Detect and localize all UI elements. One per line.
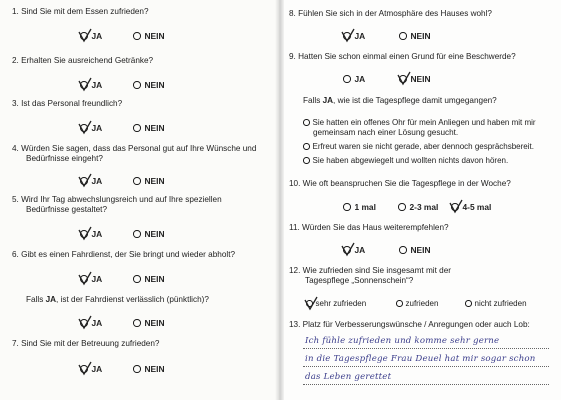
q9-ja-option[interactable]: JA <box>343 74 365 84</box>
question-7: 7. Sind Sie mit der Betreuung zufrieden? <box>12 339 160 348</box>
q4-nein-option[interactable]: NEIN <box>133 176 165 186</box>
question-11: 11. Würden Sie das Haus weiterempfehlen? <box>289 223 449 232</box>
radio-circle <box>80 32 88 40</box>
radio-circle <box>133 230 141 238</box>
checkmark-icon <box>78 121 92 135</box>
q10-option-4-5mal[interactable]: 4-5 mal <box>451 202 491 212</box>
q10-option-1mal[interactable]: 1 mal <box>343 202 376 212</box>
radio-circle <box>465 300 472 307</box>
question-1: 1. Sind Sie mit dem Essen zufrieden? <box>12 7 149 16</box>
checkmark-icon <box>78 362 92 376</box>
checkmark-icon <box>78 316 92 330</box>
q8-nein-option[interactable]: NEIN <box>399 31 431 41</box>
question-5: 5. Wird Ihr Tag abwechslungsreich und auf Ihre speziellen <box>12 195 222 204</box>
question-12-line-2: Tagespflege „Sonnenschein“? <box>305 276 414 285</box>
question-8: 8. Fühlen Sie sich in der Atmosphäre des Hauses wohl? <box>289 9 492 18</box>
q12-option-nicht-zufrieden[interactable]: nicht zufrieden <box>465 299 527 308</box>
q11-nein-option[interactable]: NEIN <box>399 245 431 255</box>
right-page <box>279 0 561 400</box>
q7-ja-option[interactable]: JA <box>80 364 102 374</box>
radio-circle <box>306 300 313 307</box>
q12-option-zufrieden[interactable]: zufrieden <box>396 299 438 308</box>
radio-circle <box>80 319 88 327</box>
q3-nein-option[interactable]: NEIN <box>133 123 165 133</box>
radio-circle <box>303 157 310 164</box>
checkmark-icon <box>78 29 92 43</box>
handwritten-comment-line-3: das Leben gerettet <box>305 372 392 382</box>
q1-ja-option[interactable]: JA <box>80 31 102 41</box>
q9-option-1[interactable]: Sie hatten ein offenes Ohr für mein Anliegen und haben mit mir <box>303 118 536 127</box>
page-fold <box>275 0 284 400</box>
q6-nein-option[interactable]: NEIN <box>133 274 165 284</box>
checkmark-icon <box>78 227 92 241</box>
checkmark-icon <box>341 243 355 257</box>
question-4: 4. Würden Sie sagen, dass das Personal gut auf Ihre Wünsche und <box>12 144 257 153</box>
q10-option-2-3mal[interactable]: 2-3 mal <box>398 202 438 212</box>
question-6-followup: Falls JA, ist der Fahrdienst verlässlich (pünktlich)? <box>26 295 209 304</box>
radio-circle <box>133 81 141 89</box>
question-13: 13. Platz für Verbesserungswünsche / Anregungen oder auch Lob: <box>289 320 530 329</box>
q9-nein-option[interactable]: NEIN <box>399 74 431 84</box>
q6b-ja-option[interactable]: JA <box>80 318 102 328</box>
q2-nein-option[interactable]: NEIN <box>133 80 165 90</box>
radio-circle <box>80 124 88 132</box>
radio-circle <box>303 143 310 150</box>
radio-circle <box>133 365 141 373</box>
q2-ja-option[interactable]: JA <box>80 80 102 90</box>
checkmark-icon <box>78 174 92 188</box>
radio-circle <box>399 246 407 254</box>
q1-nein-option[interactable]: NEIN <box>133 31 165 41</box>
writing-line-2 <box>303 366 549 367</box>
radio-circle <box>343 75 351 83</box>
writing-line-1 <box>303 348 549 349</box>
q9-option-2[interactable]: Erfreut waren sie nicht gerade, aber dennoch gesprächsbereit. <box>303 142 534 151</box>
q6b-nein-option[interactable]: NEIN <box>133 318 165 328</box>
q7-nein-option[interactable]: NEIN <box>133 364 165 374</box>
question-9: 9. Hatten Sie schon einmal einen Grund für eine Beschwerde? <box>289 52 516 61</box>
q8-ja-option[interactable]: JA <box>343 31 365 41</box>
radio-circle <box>451 203 459 211</box>
question-5-line-2: Bedürfnisse gestaltet? <box>26 205 108 214</box>
q12-option-sehr-zufrieden[interactable]: sehr zufrieden <box>306 299 366 308</box>
radio-circle <box>399 32 407 40</box>
q5-ja-option[interactable]: JA <box>80 229 102 239</box>
radio-circle <box>133 124 141 132</box>
radio-circle <box>133 275 141 283</box>
radio-circle <box>133 177 141 185</box>
radio-circle <box>343 32 351 40</box>
radio-circle <box>133 319 141 327</box>
radio-circle <box>303 119 310 126</box>
handwritten-comment-line-2: in die Tagespflege Frau Deuel hat mir sogar schon <box>305 354 536 364</box>
q4-ja-option[interactable]: JA <box>80 176 102 186</box>
radio-circle <box>80 275 88 283</box>
writing-line-3 <box>303 384 549 385</box>
q11-ja-option[interactable]: JA <box>343 245 365 255</box>
question-2: 2. Erhalten Sie ausreichend Getränke? <box>12 56 154 65</box>
question-10: 10. Wie oft beanspruchen Sie die Tagespflege in der Woche? <box>289 179 511 188</box>
radio-circle <box>80 81 88 89</box>
radio-circle <box>80 177 88 185</box>
radio-circle <box>398 203 406 211</box>
radio-circle <box>80 365 88 373</box>
checkmark-icon <box>304 297 318 311</box>
checkmark-icon <box>78 272 92 286</box>
checkmark-icon <box>449 200 463 214</box>
question-3: 3. Ist das Personal freundlich? <box>12 99 123 108</box>
radio-circle <box>343 203 351 211</box>
handwritten-comment-line-1: Ich fühle zufrieden und komme sehr gerne <box>305 336 500 346</box>
question-12: 12. Wie zufrieden sind Sie insgesamt mit der <box>289 266 452 275</box>
checkmark-icon <box>78 78 92 92</box>
q5-nein-option[interactable]: NEIN <box>133 229 165 239</box>
radio-circle <box>133 32 141 40</box>
q6-ja-option[interactable]: JA <box>80 274 102 284</box>
question-9-followup: Falls JA, wie ist die Tagespflege damit umgegangen? <box>303 96 497 105</box>
radio-circle <box>396 300 403 307</box>
question-6: 6. Gibt es einen Fahrdienst, der Sie bringt und wieder abholt? <box>12 250 236 259</box>
q3-ja-option[interactable]: JA <box>80 123 102 133</box>
radio-circle <box>80 230 88 238</box>
checkmark-icon <box>397 72 411 86</box>
radio-circle <box>399 75 407 83</box>
left-page <box>0 0 279 400</box>
q9-option-1-line-2: gemeinsam nach einer Lösung gesucht. <box>313 128 459 137</box>
radio-circle <box>343 246 351 254</box>
q9-option-3[interactable]: Sie haben abgewiegelt und wollten nichts davon hören. <box>303 156 508 165</box>
question-4-line-2: Bedürfnisse eingeht? <box>26 154 103 163</box>
checkmark-icon <box>341 29 355 43</box>
